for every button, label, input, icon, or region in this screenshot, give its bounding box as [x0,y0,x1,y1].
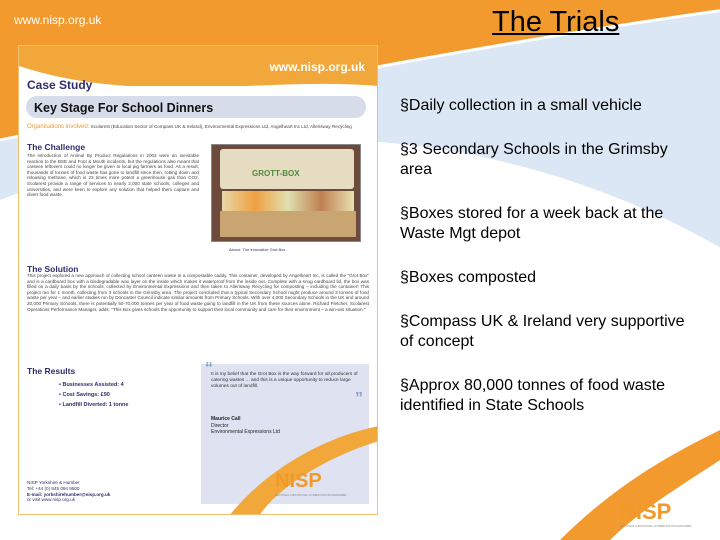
case-study-document [18,45,378,515]
document-nisp-logo: NISP [275,470,322,492]
quote-role: Director [211,422,229,429]
footer-line: Tel: +44 (0) 845 094 9500 [27,485,80,491]
footer-line: NISP Yorkshire & Humber [27,480,80,485]
challenge-text: The introduction of Animal By Product Regulations in 2003 were an inevitable reaction to the BSE and Foot & Mouth incidents, but the regulations also meant that canteen leftovers could no longer be given to local pig farmers as food. As a result, thousands of tonnes of food waste has gone to landfill since then, rotting down and releasing methane, which is 23 times more potent a greenhouse gas than CO2. Scolarest provide a range of services to nearly 2,000 state schools, colleges and universities, and were keen to explore any solution that helped them capture and divert food waste. [27,153,199,198]
bullet-item: §Boxes composted [400,269,537,286]
org-text: Scolarest (Education Sector of Compass UK & Ireland), Environmental Expressions Ltd, Angelheart Inc Ltd, Allerisway Recycling [90,124,352,129]
photo-caption: Above: The innovative Grot Box [229,247,286,252]
quote-text: It is my belief that the Grot Box is the way forward for all producers of catering wastes ... and this is a unique opportunity to reduce large volumes out of landfill. [211,372,358,389]
grott-box-photo [211,144,361,242]
document-logo-subtitle: NATIONAL INDUSTRIAL SYMBIOSIS PROGRAMME [275,493,347,497]
result-item: Businesses Assisted: 4 [62,382,124,388]
bullet-list [400,96,700,440]
case-study-label: Case Study [27,78,93,92]
bullet-item: §Boxes stored for a week back at the Waste Mgt depot [400,205,664,242]
challenge-heading: The Challenge [27,142,86,152]
slide-url: www.nisp.org.uk [14,13,102,27]
results-heading: The Results [27,366,76,376]
results-list: • Businesses Assisted: 4 • Cost Savings: £90 • Landfill Diverted: 1 tonne [59,382,129,408]
bullet-item: §3 Secondary Schools in the Grimsby area [400,141,668,178]
photo-label: GROTT-BOX [252,169,300,178]
bullet-item: §Compass UK & Ireland very supportive of concept [400,313,685,350]
solution-text: This project explored a new approach of collecting school canteen waste in a compostable caddy. This container, developed by Angelheart Inc, is called the "Grot Box" and is a cardboard box with a biodegradable wax layer on the inside which makes it waterproof from the inside out. Complete with a snug cardboard lid, the box was filled on a daily basis by the schools, collected by Environmental Expressions and then taken to Allerisway Recycling for composting – including the container! This project ran for 1 month, collecting from 3 schools in the Grimsby area. The project concluded that a typical Secondary School might produce around 3 tonnes of food waste per year – and earlier studies run by Doncaster Council indicate similar amounts from Primary Schools. With over 4,000 Secondary Schools in the UK and around 20,000 Primary Schools, there is potentially 50-70,000 tonnes per year of food waste going to landfill in the UK from these sources alone. Richard Fletcher, Scolarest Operations Performance Manager, adds: "This Box gives schools the opportunity to support their local community and care for their environment – a win-win situation." [27,273,369,312]
document-footer [27,480,110,503]
bullet-item: §Approx 80,000 tonnes of food waste identified in State Schools [400,377,666,414]
quote-name: Maurice Call [211,416,241,422]
open-quote-icon: “ [205,360,213,377]
org-label: Organisations involved: [27,124,90,130]
document-footer-swoosh [169,406,378,515]
organisations [27,124,367,131]
document-url: www.nisp.org.uk [269,60,365,74]
close-quote-icon: ” [355,390,363,407]
slide-title: The Trials [492,6,620,38]
quote-company: Environmental Expressions Ltd [211,429,280,435]
nisp-logo-subtitle: NATIONAL INDUSTRIAL SYMBIOSIS PROGRAMME [620,524,692,528]
footer-line: or visit www.nisp.org.uk [27,497,75,503]
result-item: Landfill Diverted: 1 tonne [62,402,129,408]
case-study-title: Key Stage For School Dinners [26,96,366,118]
result-item: Cost Savings: £90 [62,392,110,398]
bullet-item: §Daily collection in a small vehicle [400,97,642,114]
nisp-logo: NISP [620,499,672,524]
footer-line: E-mail: yorkshirehumber@nisp.org.uk [27,491,111,497]
solution-heading: The Solution [27,264,79,274]
